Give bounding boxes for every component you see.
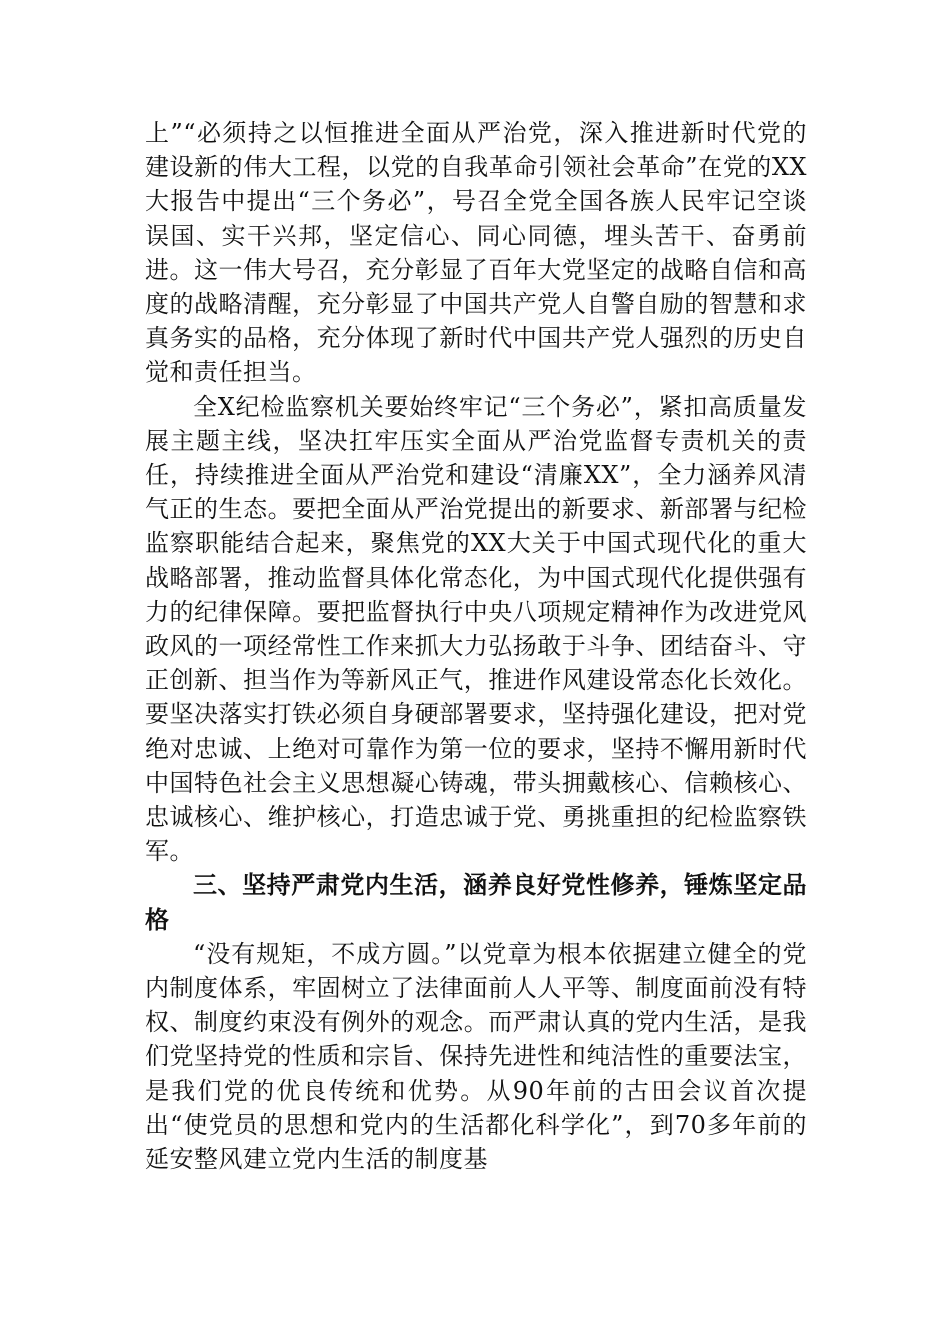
section-heading: 三、坚持严肃党内生活，涵养良好党性修养，锤炼坚定品格 bbox=[145, 871, 807, 934]
paragraph-party-life: “没有规矩，不成方圆。”以党章为根本依据建立健全的党内制度体系，牢固树立了法律面前人人平等、制度面前没有特权、制度约束没有例外的观念。而严肃认真的党内生活，是我们党坚持党的性质和宗旨、保持先进性和纯洁性的重要法宝，是我们党的优良传统和优势。从90年前的古田会议首次提出“使党员的思想和党内的生活都化科学化”，到70多年前的延安整风建立党内生活的制度基 bbox=[145, 939, 807, 1174]
paragraph-discipline-inspection: 全X纪检监察机关要始终牢记“三个务必”，紧扣高质量发展主题主线，坚决扛牢压实全面从严治党监督专责机关的责任，持续推进全面从严治党和建设“清廉XX”，全力涵养风清气正的生态。要把全面从严治党提出的新要求、新部署与纪检监察职能结合起来，聚焦党的XX大关于中国式现代化的重大战略部署，推动监督具体化常态化，为中国式现代化提供强有力的纪律保障。要把监督执行中央八项规定精神作为改进党风政风的一项经常性工作来抓大力弘扬敢于斗争、团结奋斗、守正创新、担当作为等新风正气，推进作风建设常态化长效化。要坚决落实打铁必须自身硬部署要求，坚持强化建设，把对党绝对忠诚、上绝对可靠作为第一位的要求，坚持不懈用新时代中国特色社会主义思想凝心铸魂，带头拥戴核心、信赖核心、忠诚核心、维护核心，打造忠诚于党、勇挑重担的纪检监察铁军。 bbox=[145, 392, 807, 866]
paragraph-continuation: 上”“必须持之以恒推进全面从严治党，深入推进新时代党的建设新的伟大工程，以党的自我革命引领社会革命”在党的XX大报告中提出“三个务必”，号召全党全国各族人民牢记空谈误国、实干兴邦，坚定信心、同心同德，埋头苦干、奋勇前进。这一伟大号召，充分彰显了百年大党坚定的战略自信和高度的战略清醒，充分彰显了中国共产党人自警自励的智慧和求真务实的品格，充分体现了新时代中国共产党人强烈的历史自觉和责任担当。 bbox=[145, 119, 807, 387]
document-body bbox=[145, 116, 807, 1176]
